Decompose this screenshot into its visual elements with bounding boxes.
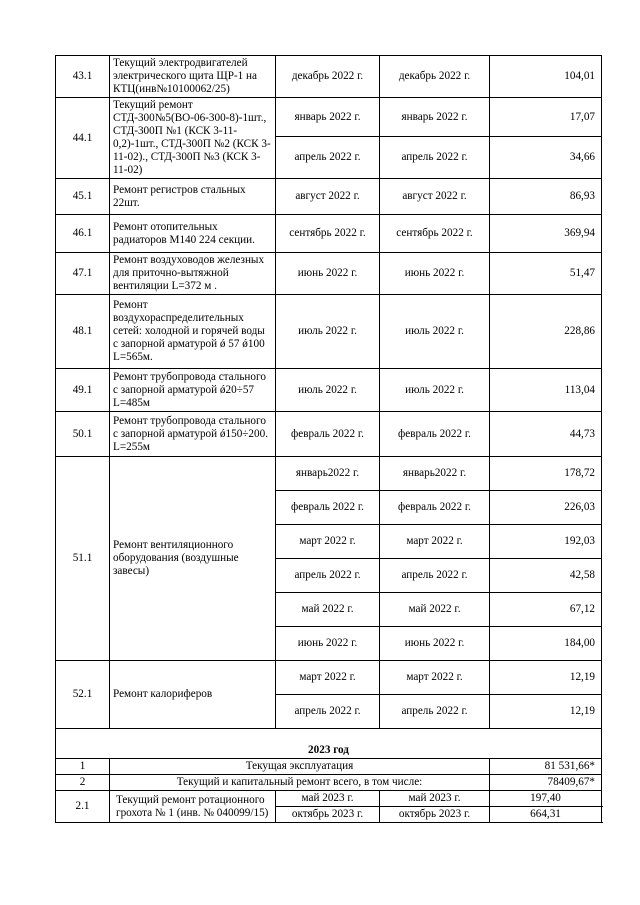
start-date: май 2023 г.: [276, 791, 380, 807]
summary-row: [56, 775, 602, 791]
start-date: июль 2022 г.: [276, 295, 380, 369]
row-number: 1: [56, 759, 110, 775]
row-number: 49.1: [56, 369, 110, 412]
row-number: 43.1: [56, 56, 110, 98]
work-description: Ремонт вентиляционного оборудования (воздушные завесы): [110, 457, 276, 661]
end-date: май 2023 г.: [380, 791, 490, 807]
start-date: декабрь 2022 г.: [276, 56, 380, 98]
start-date: сентябрь 2022 г.: [276, 215, 380, 253]
amount: 226,03: [490, 491, 602, 525]
amount: 12,19: [490, 695, 602, 729]
summary-label: Текущий и капитальный ремонт всего, в том числе:: [110, 775, 490, 791]
row-number: 51.1: [56, 457, 110, 661]
amount: 42,58: [490, 559, 602, 593]
work-description: Ремонт трубопровода стального с запорной арматурой ǿ150÷200. L=255м: [110, 412, 276, 457]
amount: 178,72: [490, 457, 602, 491]
amount: 113,04: [490, 369, 602, 412]
end-date: июль 2022 г.: [380, 295, 490, 369]
start-date: апрель 2022 г.: [276, 695, 380, 729]
end-date: июнь 2022 г.: [380, 627, 490, 661]
end-date: февраль 2022 г.: [380, 491, 490, 525]
row-number: 2: [56, 775, 110, 791]
work-description: Ремонт регистров стальных 22шт.: [110, 179, 276, 215]
work-description: Текущий электродвигателей электрического щита ЩР-1 на КТЦ(инв№10100062/25): [110, 56, 276, 98]
table-row: [56, 412, 602, 457]
row-number: 44.1: [56, 98, 110, 179]
end-date: апрель 2022 г.: [380, 137, 490, 179]
start-date: июнь 2022 г.: [276, 253, 380, 295]
table-row: [56, 56, 602, 98]
start-date: октябрь 2023 г.: [276, 807, 380, 823]
table-row: [56, 215, 602, 253]
repair-schedule-table: [55, 55, 602, 823]
row-number: 45.1: [56, 179, 110, 215]
work-description: Ремонт отопительных радиаторов М140 224 секции.: [110, 215, 276, 253]
end-date: февраль 2022 г.: [380, 412, 490, 457]
year-header: 2023 год: [56, 729, 602, 759]
start-date: июнь 2022 г.: [276, 627, 380, 661]
amount: 197,40: [490, 791, 602, 807]
table-row: [56, 98, 602, 137]
end-date: июль 2022 г.: [380, 369, 490, 412]
amount: 192,03: [490, 525, 602, 559]
row-number: 48.1: [56, 295, 110, 369]
amount: 12,19: [490, 661, 602, 695]
end-date: январь 2022 г.: [380, 98, 490, 137]
table-row: [56, 179, 602, 215]
work-description: Текущий ремонт СТД-300№5(ВО-06-300-8)-1шт., СТД-300П №1 (КСК 3-11-0,2)-1шт., СТД-300П №2 (КСК 3-11-02)., СТД-300П №3 (КСК 3-11-02): [110, 98, 276, 179]
amount: 34,66: [490, 137, 602, 179]
work-description: Текущий ремонт ротационного грохота № 1 (инв. № 040099/15): [110, 791, 276, 823]
amount: 78409,67*: [490, 775, 602, 791]
summary-row: [56, 759, 602, 775]
end-date: июнь 2022 г.: [380, 253, 490, 295]
start-date: февраль 2022 г.: [276, 491, 380, 525]
start-date: апрель 2022 г.: [276, 137, 380, 179]
work-description: Ремонт воздуховодов железных для приточно-вытяжной вентиляции L=372 м .: [110, 253, 276, 295]
table-row: [56, 457, 602, 491]
amount: 44,73: [490, 412, 602, 457]
end-date: декабрь 2022 г.: [380, 56, 490, 98]
end-date: март 2022 г.: [380, 661, 490, 695]
work-description: Ремонт трубопровода стального с запорной арматурой ǿ20÷57 L=485м: [110, 369, 276, 412]
start-date: февраль 2022 г.: [276, 412, 380, 457]
summary-label: Текущая эксплуатация: [110, 759, 490, 775]
amount: 81 531,66*: [490, 759, 602, 775]
row-number: 47.1: [56, 253, 110, 295]
amount: 104,01: [490, 56, 602, 98]
start-date: август 2022 г.: [276, 179, 380, 215]
amount: 17,07: [490, 98, 602, 137]
start-date: апрель 2022 г.: [276, 559, 380, 593]
table-row: [56, 661, 602, 695]
amount: 369,94: [490, 215, 602, 253]
amount: 184,00: [490, 627, 602, 661]
end-date: октябрь 2023 г.: [380, 807, 490, 823]
end-date: март 2022 г.: [380, 525, 490, 559]
end-date: апрель 2022 г.: [380, 695, 490, 729]
amount: 51,47: [490, 253, 602, 295]
end-date: август 2022 г.: [380, 179, 490, 215]
amount: 228,86: [490, 295, 602, 369]
start-date: январь2022 г.: [276, 457, 380, 491]
row-number: 2.1: [56, 791, 110, 823]
work-description: Ремонт воздухораспределительных сетей: холодной и горячей воды с запорной арматурой ǿ 57 ǿ100 L=565м.: [110, 295, 276, 369]
row-number: 46.1: [56, 215, 110, 253]
end-date: январь2022 г.: [380, 457, 490, 491]
row-number: 50.1: [56, 412, 110, 457]
start-date: январь 2022 г.: [276, 98, 380, 137]
table-row: [56, 791, 602, 807]
table-row: [56, 253, 602, 295]
amount: 67,12: [490, 593, 602, 627]
amount: 664,31: [490, 807, 602, 823]
end-date: сентябрь 2022 г.: [380, 215, 490, 253]
start-date: май 2022 г.: [276, 593, 380, 627]
amount: 86,93: [490, 179, 602, 215]
start-date: июль 2022 г.: [276, 369, 380, 412]
table-row: [56, 369, 602, 412]
year-header-row: [56, 729, 602, 759]
end-date: май 2022 г.: [380, 593, 490, 627]
end-date: апрель 2022 г.: [380, 559, 490, 593]
start-date: март 2022 г.: [276, 525, 380, 559]
start-date: март 2022 г.: [276, 661, 380, 695]
table-row: [56, 295, 602, 369]
work-description: Ремонт калориферов: [110, 661, 276, 729]
row-number: 52.1: [56, 661, 110, 729]
